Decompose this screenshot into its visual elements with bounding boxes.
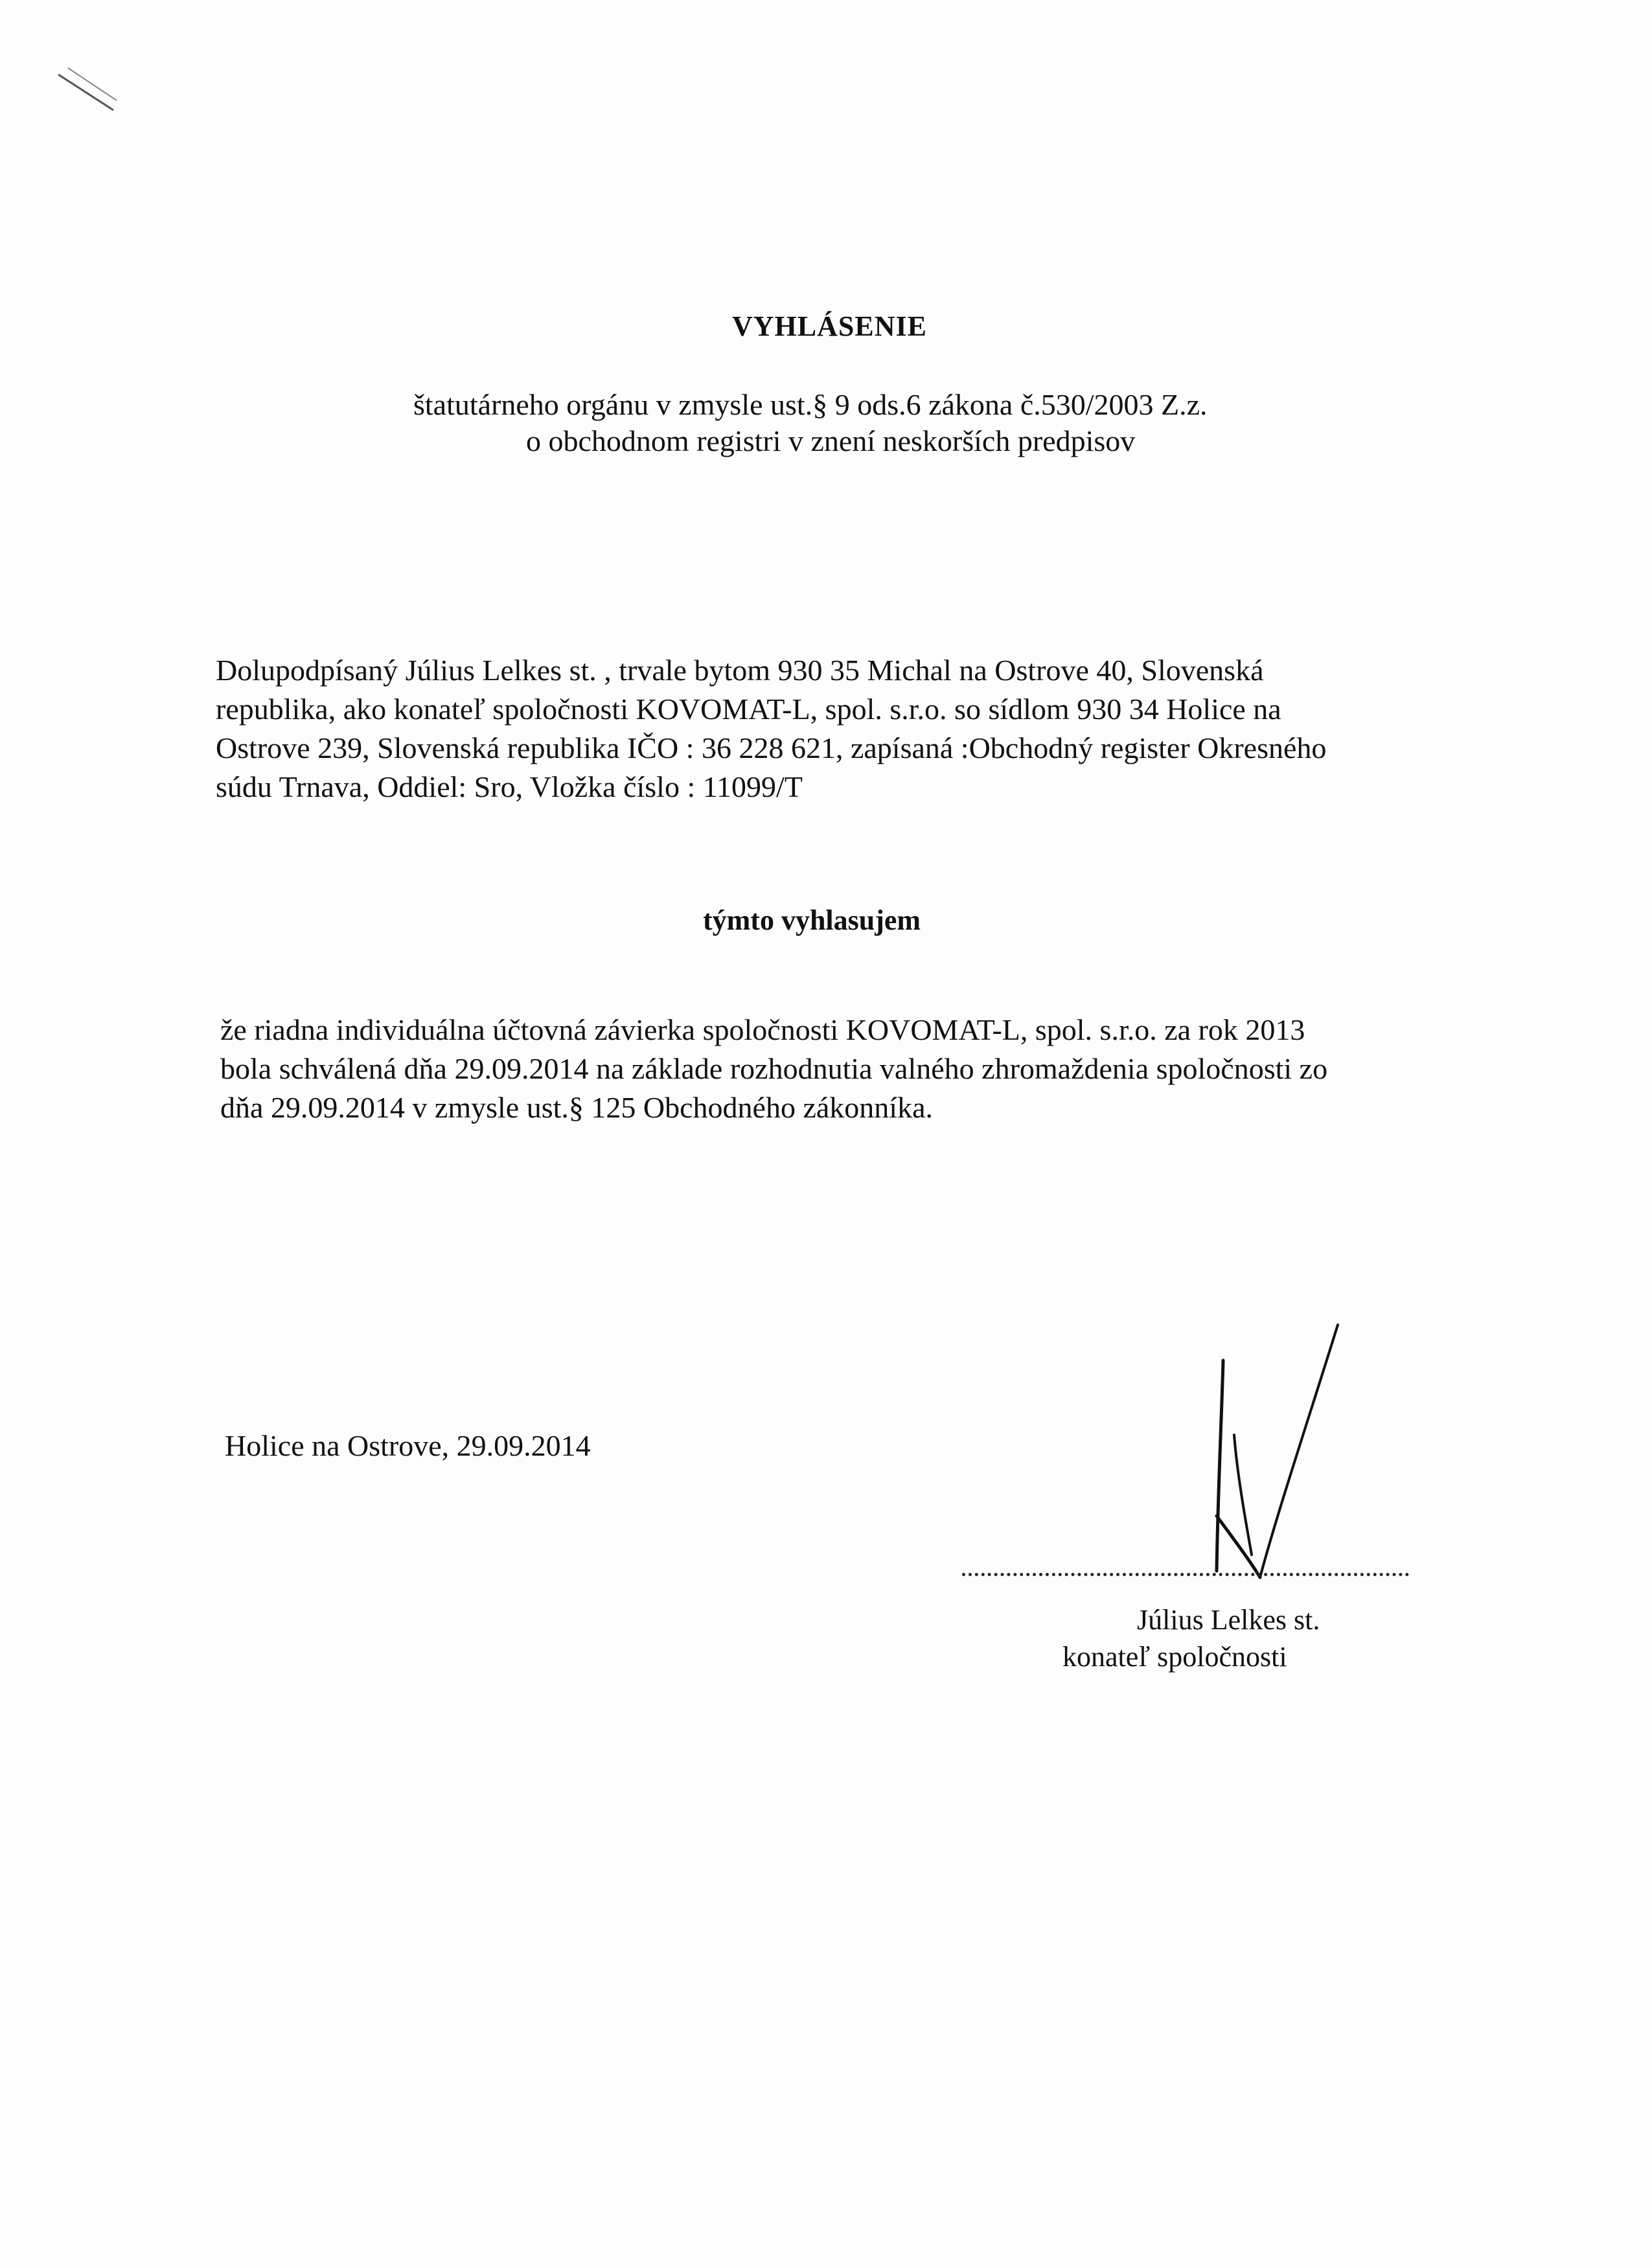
signer-role: konateľ spoločnosti <box>1062 1641 1287 1673</box>
statement-line: dňa 29.09.2014 v zmysle ust.§ 125 Obchodného zákonníka. <box>220 1091 933 1124</box>
handwritten-signature <box>1179 1322 1373 1594</box>
declarant-line: republika, ako konateľ spoločnosti KOVOMAT-L, spol. s.r.o. so sídlom 930 34 Holice na <box>216 693 1281 726</box>
declaration-heading: týmto vyhlasujem <box>703 904 921 936</box>
statement-line: bola schválená dňa 29.09.2014 na základe rozhodnutia valného zhromaždenia spoločnosti zo <box>220 1052 1328 1085</box>
place-and-date: Holice na Ostrove, 29.09.2014 <box>225 1429 591 1462</box>
document-subtitle-line-1: štatutárneho orgánu v zmysle ust.§ 9 ods.6 zákona č.530/2003 Z.z. <box>413 388 1208 421</box>
scan-mark <box>52 62 130 126</box>
signature-line <box>962 1566 1409 1576</box>
declarant-line: Ostrove 239, Slovenská republika IČO : 36 228 621, zapísaná :Obchodný register Okresného <box>216 731 1327 764</box>
signer-name: Július Lelkes st. <box>1137 1604 1320 1636</box>
statement-paragraph <box>220 1011 1490 1127</box>
declarant-line: súdu Trnava, Oddiel: Sro, Vložka číslo : 11099/T <box>216 770 803 803</box>
statement-line: že riadna individuálna účtovná závierka spoločnosti KOVOMAT-L, spol. s.r.o. za rok 2013 <box>220 1013 1305 1046</box>
declarant-line: Dolupodpísaný Július Lelkes st. , trvale bytom 930 35 Michal na Ostrove 40, Slovenská <box>216 654 1264 687</box>
declarant-paragraph <box>216 651 1486 807</box>
document-subtitle-line-2: o obchodnom registri v znení neskorších predpisov <box>526 424 1136 457</box>
document-title: VYHLÁSENIE <box>732 310 927 342</box>
